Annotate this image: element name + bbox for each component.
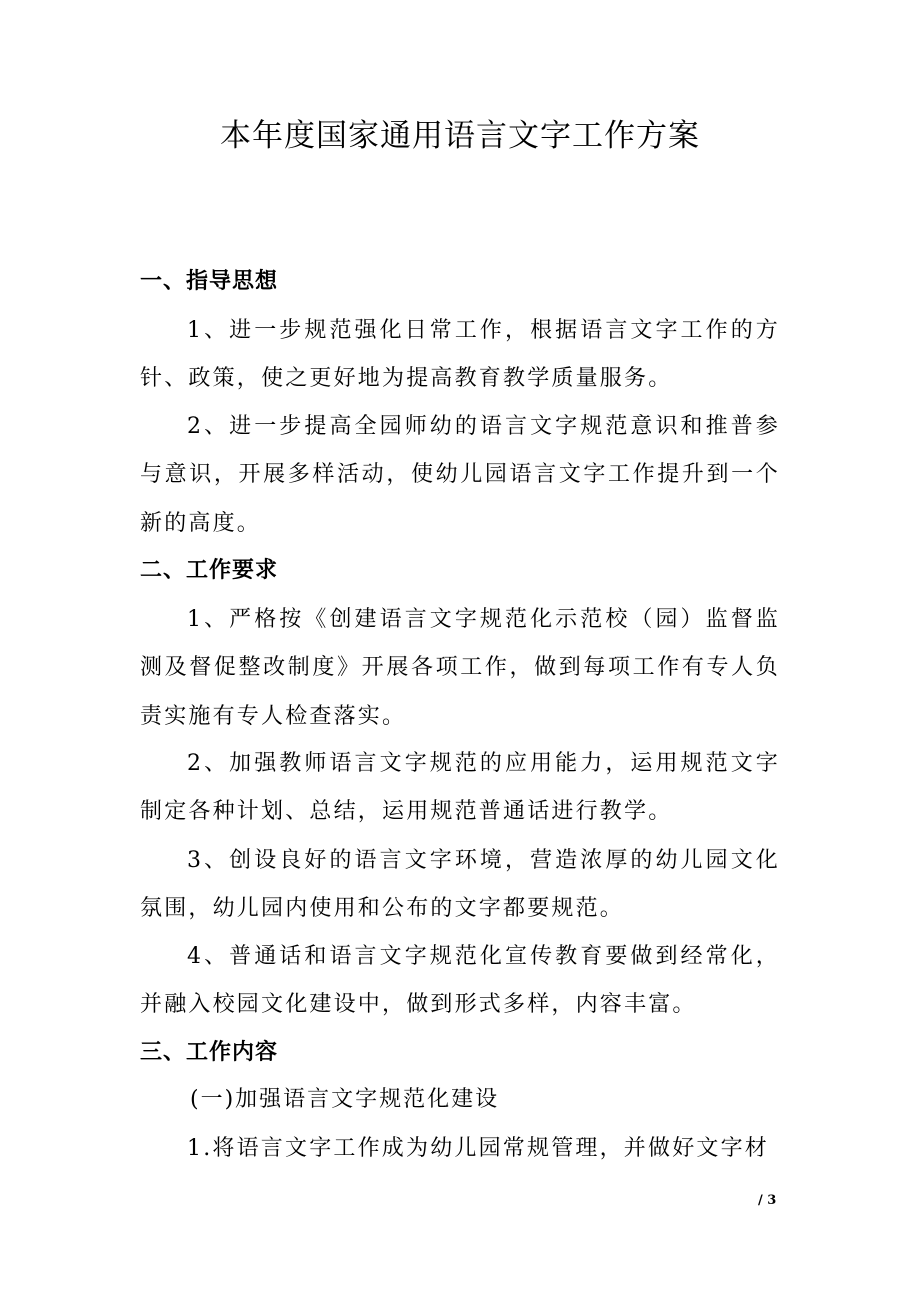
page-number: / 3 [758, 1193, 777, 1208]
paragraph: 2、进一步提高全园师幼的语言文字规范意识和推普参与意识，开展多样活动，使幼儿园语言文字工作提升到一个新的高度。 [140, 414, 780, 536]
paragraph: 4、普通话和语言文字规范化宣传教育要做到经常化，并融入校园文化建设中，做到形式多样，内容丰富。 [140, 944, 780, 1018]
paragraph: 3、创设良好的语言文字环境，营造浓厚的幼儿园文化氛围，幼儿园内使用和公布的文字都要规范。 [140, 848, 780, 922]
section-heading-work-content: 三、工作内容 [140, 1040, 279, 1065]
section-heading-guiding-ideology: 一、指导思想 [140, 269, 279, 294]
paragraph: 1、进一步规范强化日常工作，根据语言文字工作的方针、政策，使之更好地为提高教育教学质量服务。 [140, 318, 780, 392]
subsection-heading: (一)加强语言文字规范化建设 [190, 1087, 500, 1112]
paragraph: 2、加强教师语言文字规范的应用能力，运用规范文字制定各种计划、总结，运用规范普通话进行教学。 [140, 751, 780, 825]
paragraph: 1.将语言文字工作成为幼儿园常规管理，并做好文字材 [187, 1136, 769, 1161]
section-heading-work-requirements: 二、工作要求 [140, 558, 279, 583]
paragraph: 1、严格按《创建语言文字规范化示范校（园）监督监测及督促整改制度》开展各项工作，做到每项工作有专人负责实施有专人检查落实。 [140, 607, 780, 729]
document-title: 本年度国家通用语言文字工作方案 [220, 118, 700, 154]
